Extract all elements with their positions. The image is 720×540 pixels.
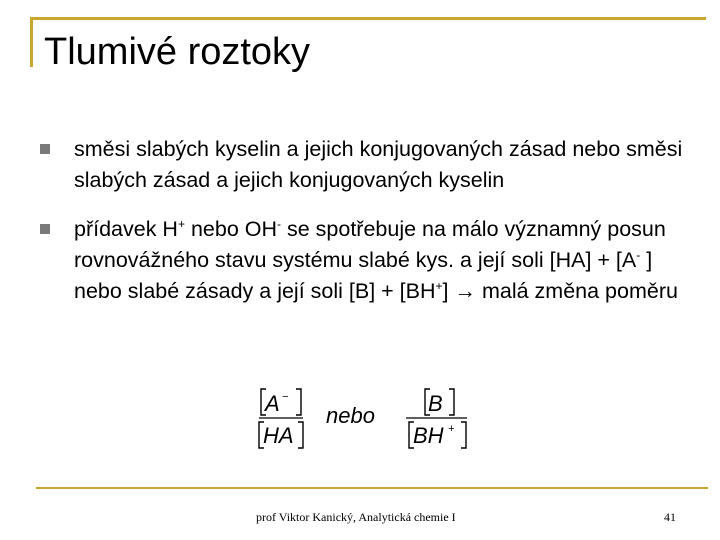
bullet-text-2-part3: se spotřebuje na málo významný posun rovnovážného stavu systému slabé kys. a její soli [HA] + [A xyxy=(74,217,666,272)
bullet-text-2-part1: přídavek H xyxy=(74,217,178,241)
bullet-text-2-part2: nebo OH xyxy=(184,217,278,241)
formula-left-numerator: A xyxy=(265,391,280,416)
superscript-plus: + xyxy=(177,216,185,231)
bracket-left-num-close xyxy=(296,389,301,415)
formula-right-numerator: B xyxy=(428,391,443,416)
bracket-left-den-close xyxy=(298,422,303,448)
slide-title: Tlumivé roztoky xyxy=(44,31,311,73)
page-number: 41 xyxy=(664,510,676,524)
bullet-text-2 xyxy=(74,214,696,307)
square-bullet-icon xyxy=(40,224,50,234)
bullet-item-2 xyxy=(36,214,696,307)
footer-divider xyxy=(36,487,708,489)
bullet-item-1 xyxy=(36,134,696,196)
footer-author: prof Viktor Kanický, Analytická chemie I xyxy=(256,510,456,524)
superscript-minus: - xyxy=(636,247,641,262)
formula-left-numerator-sup: − xyxy=(282,391,289,403)
bullet-text-2-part5: ] → malá změna poměru xyxy=(442,279,678,303)
formula-right-denominator-sup: + xyxy=(448,423,455,435)
bracket-right-num-close xyxy=(449,389,454,415)
superscript-plus: + xyxy=(435,278,443,293)
formula-left-denominator: HA xyxy=(263,423,294,448)
superscript-minus: - xyxy=(277,216,282,231)
bullet-list xyxy=(36,134,696,325)
bullet-text-1: směsi slabých kyselin a jejich konjugovaných zásad nebo směsi slabých zásad a jejich konjugovaných kyselin xyxy=(74,137,683,192)
formula-right-denominator: BH xyxy=(413,423,444,448)
square-bullet-icon xyxy=(40,144,50,154)
formula-connector: nebo xyxy=(326,403,375,428)
bracket-right-den-close xyxy=(461,422,466,448)
formula-graphic xyxy=(256,385,476,455)
bullet-text-2-part4: ] nebo slabé zásady a její soli [B] + [BH xyxy=(74,248,653,303)
ratio-formula xyxy=(256,385,476,455)
title-frame-top xyxy=(30,17,706,20)
title-frame-left xyxy=(30,17,33,67)
